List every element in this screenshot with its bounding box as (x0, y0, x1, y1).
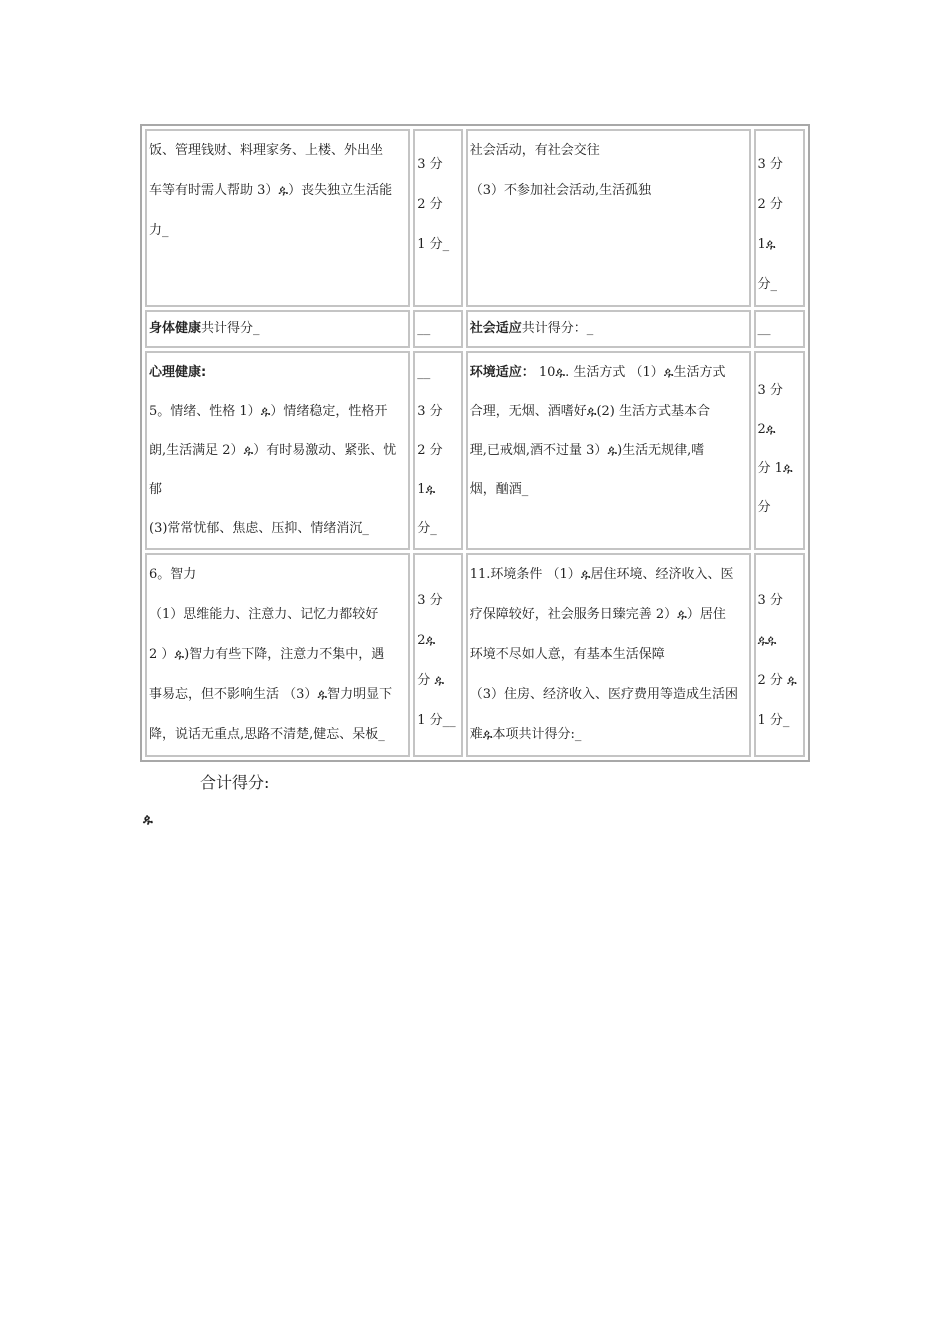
social-activity-text: 社会活动，有社会交往 （3）不参加社会活动,生活孤独 (466, 129, 751, 307)
mental-health-score: __ 3 分 2 分 1ዹ 分_ (413, 351, 462, 550)
intelligence-score: 3 分 2ዹ 分 ዹ 1 分__ (413, 553, 462, 757)
environment-conditions-score: 3 分 ዹዹ 2 分 ዹ 1 分_ (754, 553, 806, 757)
health-assessment-table (140, 124, 810, 762)
social-adaptation-label: 社会适应 (469, 321, 522, 336)
intelligence-text: 6。智力 （1）思维能力、注意力、记忆力都较好 2 ）ዹ)智力有些下降，注意力不集中，遇 事易忘，但不影响生活 （3）ዹ智力明显下 降，说话无重点,思路不清楚,健忘、呆板_ (145, 553, 410, 757)
table-row (145, 553, 805, 757)
physical-health-label: 身体健康 (149, 321, 202, 336)
table-row (145, 129, 805, 307)
mental-health-cell (145, 351, 410, 550)
grand-total-label: 合计得分: (200, 773, 270, 792)
physical-health-score: __ (413, 310, 462, 348)
environment-adaptation-label: 环境适应： (469, 365, 535, 380)
stray-mark: ዹ (143, 812, 153, 827)
daily-living-text: 饭、管理钱财、料理家务、上楼、外出坐 车等有时需人帮助 3）ዹ）丧失独立生活能 力_ (145, 129, 410, 307)
social-adaptation-score: __ (754, 310, 806, 348)
social-adaptation-total: 共计得分：_ (521, 321, 594, 336)
lifestyle-score: 3 分 2ዹ 分 1ዹ分 (754, 351, 806, 550)
social-adaptation-total-cell (466, 310, 751, 348)
table-row (145, 310, 805, 348)
social-activity-score: 3 分 2 分 1ዹ 分_ (754, 129, 806, 307)
physical-health-total-cell (145, 310, 410, 348)
table-row (145, 351, 805, 550)
mental-health-label: 心理健康: (149, 365, 207, 380)
environment-adaptation-cell (466, 351, 751, 550)
lifestyle-text: 10ዹ. 生活方式 （1）ዹ生活方式 合理，无烟、酒嗜好ዹ(2) 生活方式基本合 理,已戒烟,酒不过量 3）ዹ)生活无规律,嗜 烟，酗酒_ (469, 365, 726, 497)
physical-health-total: 共计得分_ (201, 321, 260, 336)
daily-living-score: 3 分 2 分 1 分_ (413, 129, 462, 307)
mental-health-text: 5。情绪、性格 1）ዹ）情绪稳定，性格开 朗,生活满足 2）ዹ）有时易激动、紧张、忧 郁 (3)常常忧郁、焦虑、压抑、情绪消沉_ (149, 404, 397, 536)
environment-conditions-text: 11.环境条件 （1）ዹ居住环境、经济收入、医 疗保障较好，社会服务日臻完善 2）ዹ）居住 环境不尽如人意，有基本生活保障 （3）住房、经济收入、医疗费用等造成生活困 难ዹ本项共计得分:_ (466, 553, 751, 757)
